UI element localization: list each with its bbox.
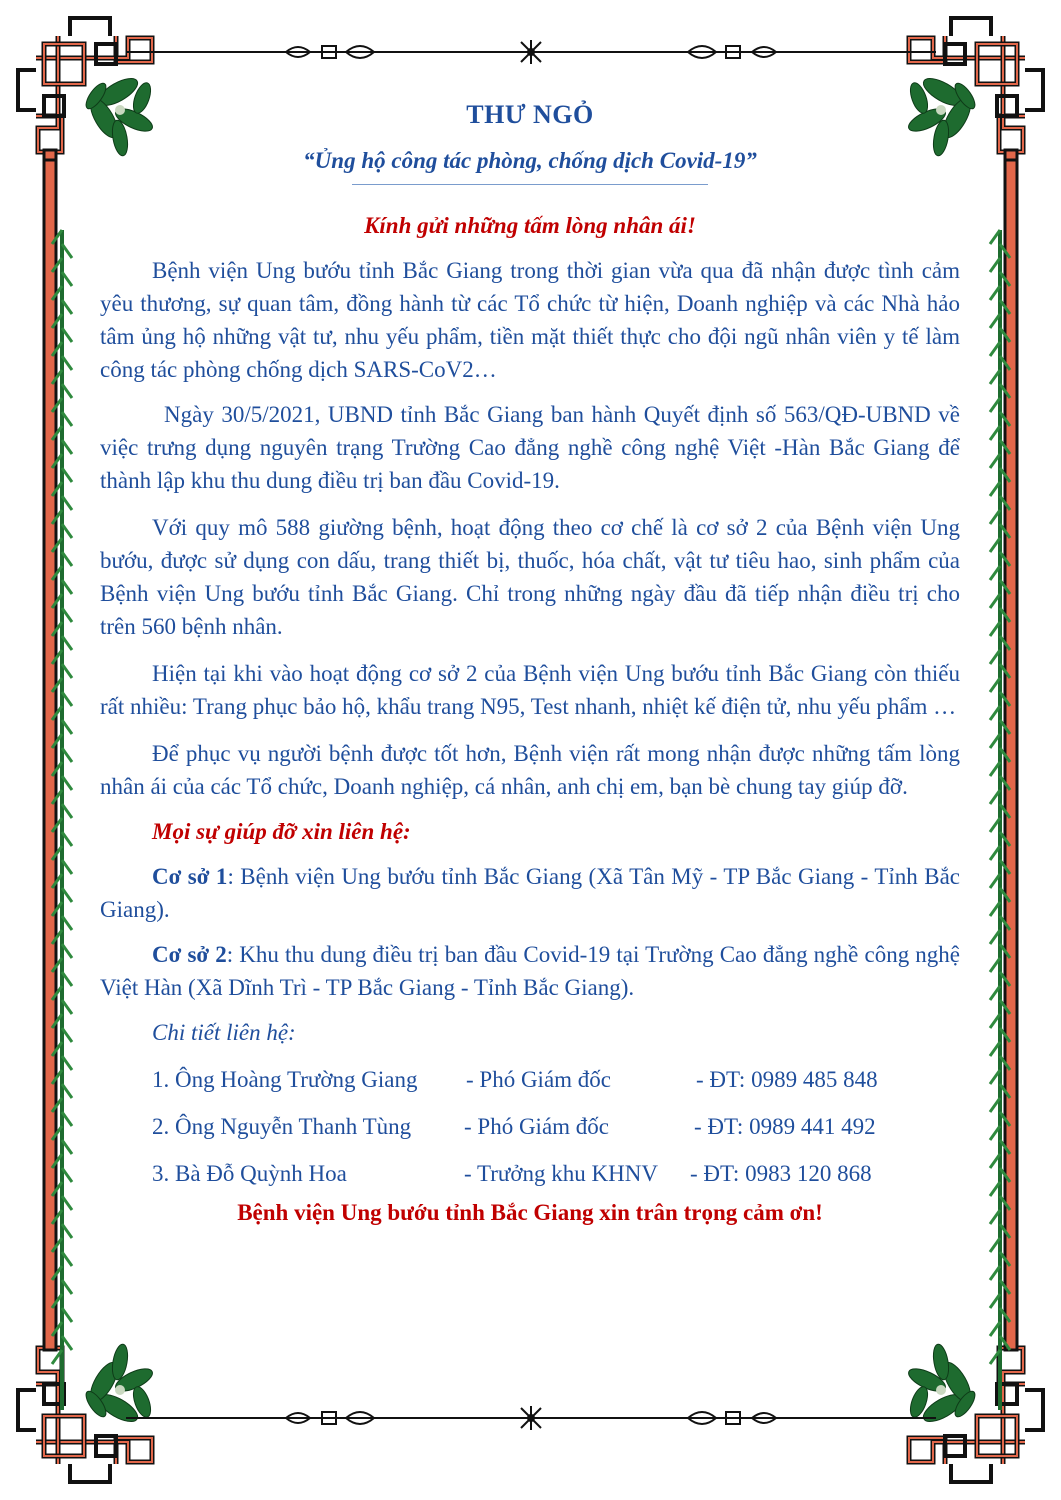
site-1 <box>100 860 960 926</box>
contact-row <box>100 1157 960 1190</box>
site-1-label: Cơ sở 1 <box>152 864 228 889</box>
site-2-text: : Khu thu dung điều trị ban đầu Covid-19 tại Trường Cao đẳng nghề công nghệ Việt Hàn (Xã Dĩnh Trì - TP Bắc Giang - Tỉnh Bắc Giang). <box>100 942 961 1000</box>
contact-heading: Mọi sự giúp đỡ xin liên hệ: <box>152 819 411 844</box>
contact-role: - Trưởng khu KHNV <box>464 1161 658 1186</box>
contact-role: - Phó Giám đốc <box>464 1114 610 1139</box>
closing-thanks: Bệnh viện Ung bướu tỉnh Bắc Giang xin trân trọng cảm ơn! <box>237 1200 823 1225</box>
site-1-text: : Bệnh viện Ung bướu tỉnh Bắc Giang (Xã Tân Mỹ - TP Bắc Giang - Tỉnh Bắc Giang). <box>100 864 961 922</box>
contact-name: 2. Ông Nguyễn Thanh Tùng <box>152 1114 412 1139</box>
paragraph-3: Với quy mô 588 giường bệnh, hoạt động theo cơ chế là cơ sở 2 của Bệnh viện Ung bướu, được sử dụng con dấu, trang thiết bị, thuốc, hóa chất, vật tư tiêu hao, sinh phẩm của Bệnh viện Ung bướu tỉnh Bắc Giang. Chỉ trong những ngày đầu đã tiếp nhận điều trị cho trên 560 bệnh nhân. <box>100 515 960 639</box>
contact-row <box>100 1110 960 1143</box>
letter-subtitle: “Ủng hộ công tác phòng, chống dịch Covid-19” <box>303 148 757 173</box>
contact-name: 1. Ông Hoàng Trường Giang <box>152 1067 418 1092</box>
contact-role: - Phó Giám đốc <box>466 1067 612 1092</box>
paragraph-1: Bệnh viện Ung bướu tỉnh Bắc Giang trong thời gian vừa qua đã nhận được tình cảm yêu thương, sự quan tâm, đồng hành từ các Tổ chức từ hiện, Doanh nghiệp và các Nhà hảo tâm ủng hộ những vật tư, nhu yếu phẩm, tiền mặt thiết thực cho đội ngũ nhân viên y tế làm công tác phòng chống dịch SARS-CoV2… <box>100 258 960 382</box>
contact-phone: - ĐT: 0989 441 492 <box>694 1114 876 1139</box>
paragraph-2: Ngày 30/5/2021, UBND tỉnh Bắc Giang ban hành Quyết định số 563/QĐ-UBND về việc trưng dụng nguyên trạng Trường Cao đẳng nghề công nghệ Việt -Hàn Bắc Giang để thành lập khu thu dung điều trị ban đầu Covid-19. <box>100 402 960 493</box>
letter-title: THƯ NGỎ <box>466 100 594 129</box>
contact-name: 3. Bà Đỗ Quỳnh Hoa <box>152 1161 347 1186</box>
contact-phone: - ĐT: 0989 485 848 <box>696 1067 878 1092</box>
title-divider <box>352 184 708 185</box>
contact-phone: - ĐT: 0983 120 868 <box>690 1161 872 1186</box>
paragraph-4: Hiện tại khi vào hoạt động cơ sở 2 của Bệnh viện Ung bướu tỉnh Bắc Giang còn thiếu rất nhiều: Trang phục bảo hộ, khẩu trang N95, Test nhanh, nhiệt kế điện tử, nhu yếu phẩm … <box>100 661 960 719</box>
site-2 <box>100 938 960 1004</box>
details-heading: Chi tiết liên hệ: <box>152 1020 296 1045</box>
paragraph-5: Để phục vụ người bệnh được tốt hơn, Bệnh viện rất mong nhận được những tấm lòng nhân ái của các Tổ chức, Doanh nghiệp, cá nhân, anh chị em, bạn bè chung tay giúp đỡ. <box>100 741 960 799</box>
site-2-label: Cơ sở 2 <box>152 942 227 967</box>
letter-body <box>100 96 960 1226</box>
contact-row <box>100 1063 960 1096</box>
greeting: Kính gửi những tấm lòng nhân ái! <box>364 213 696 238</box>
